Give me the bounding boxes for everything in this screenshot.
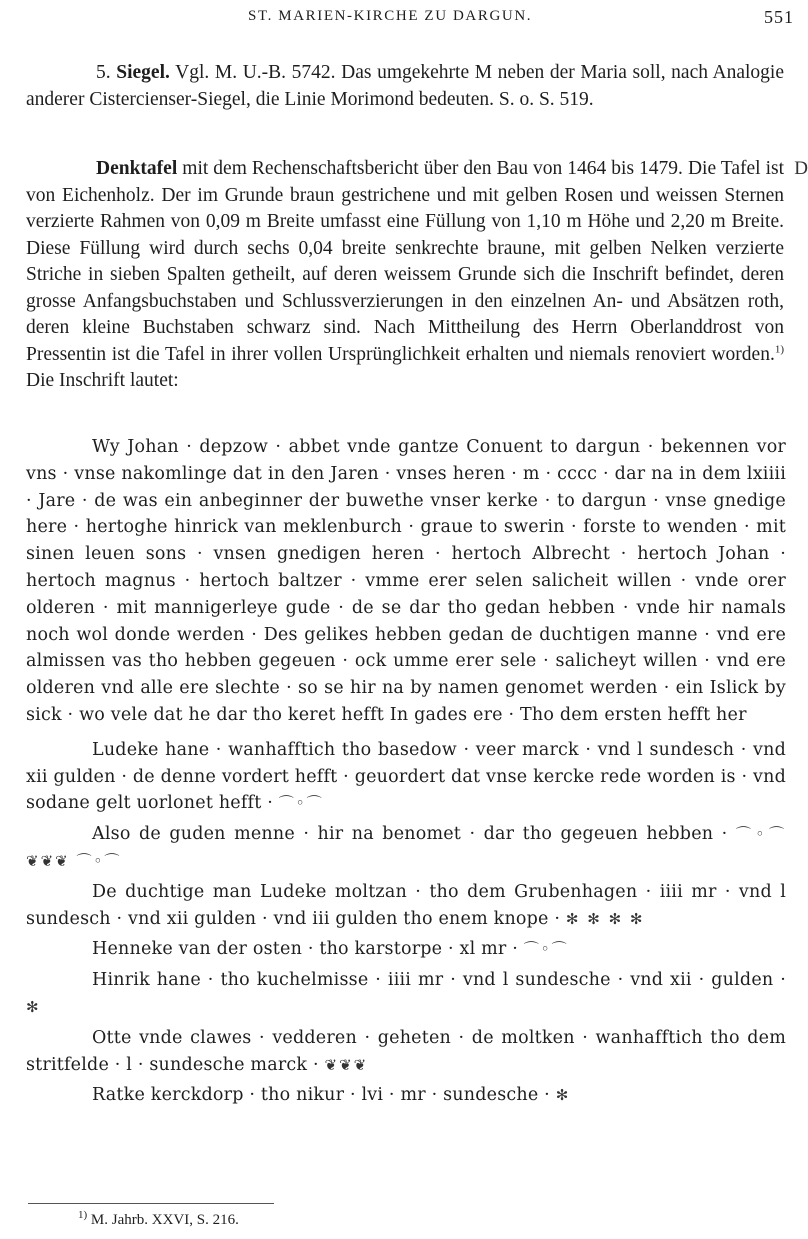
inscription-paragraph: Wy Johan · depzow · abbet vnde gantze Conuent to dargun · bekennen vor vns · vnse nakomlinge dat in den Jaren · vnses heren · m · cccc · dar na in dem lxiiii · Jare · de was ein anbeginner der buwethe vnser kerke · to dargun · vnse gnedige here · hertoghe hinrick van meklenburch · graue to swerin · forste to wenden · mit sinen leuen sons · vnsen gnedigen heren · hertoch Albrecht · hertoch Johan · hertoch magnus · hertoch baltzer · vmme erer selen salicheit willen · vnde orer olderen · mit mannigerleye gude · de se dar tho gedan hebben · vnde hir namals noch wol donde werden · Des gelikes hebben gedan de duchtigen manne · vnd ere almissen vas tho hebben gegeuen · ock umme erer sele · salicheyt willen · vnd ere olderen vnd alle ere slechte · so se hir na by namen genomet werden · ein Islick by sick · wo vele dat he dar tho keret hefft In gades ere · Tho dem ersten hefft her bbox=[26, 437, 786, 725]
siegel-number: 5. bbox=[96, 62, 111, 83]
inscription-paragraph: Otte vnde clawes · vedderen · geheten · de moltken · wanhafftich tho dem stritfelde · l · sundesche marck · ❦❦❦ bbox=[26, 1027, 786, 1075]
footnote-reference: 1) bbox=[774, 343, 784, 355]
page-number: 551 bbox=[764, 7, 794, 27]
denktafel-title: Denktafel bbox=[96, 158, 178, 179]
ornament-stars: ✻ ✻ ✻ ✻ bbox=[565, 909, 645, 928]
ornament-flourish: ❦❦❦ bbox=[324, 1055, 369, 1074]
siegel-title: Siegel. bbox=[116, 62, 170, 83]
denktafel-text-after: Die Inschrift lautet: bbox=[26, 370, 179, 391]
denktafel-paragraph bbox=[26, 156, 784, 395]
ornament-flourish: ⌒◦⌒ bbox=[523, 940, 569, 959]
margin-mark: D bbox=[794, 158, 808, 179]
ornament-flourish: ⌒◦⌒ ❦❦❦ ⌒◦⌒ bbox=[26, 825, 786, 870]
footnote-text: M. Jahrb. XXVI, S. 216. bbox=[90, 1212, 239, 1228]
siegel-paragraph bbox=[26, 60, 784, 113]
inscription-paragraph: Hinrik hane · tho kuchelmisse · iiii mr · vnd l sundesche · vnd xii · gulden · ✻ bbox=[26, 970, 786, 1016]
running-head: ST. MARIEN-KIRCHE ZU DARGUN. bbox=[248, 8, 533, 24]
inscription bbox=[26, 434, 786, 1113]
inscription-paragraph: Ludeke hane · wanhafftich tho basedow · veer marck · vnd l sundesch · vnd xii gulden · de denne vordert hefft · geuordert dat vnse kercke rede worden is · vnd sodane gelt uorlonet hefft · ⌒◦⌒ bbox=[26, 739, 786, 814]
inscription-paragraph: Ratke kerckdorp · tho nikur · lvi · mr · sundesche · ✻ bbox=[92, 1085, 571, 1106]
footnote-marker: 1) bbox=[78, 1209, 88, 1221]
page-header bbox=[0, 8, 808, 30]
ornament-star: ✻ bbox=[26, 997, 41, 1016]
siegel-text: Vgl. M. U.-B. 5742. Das umgekehrte M neben der Maria soll, nach Analogie anderer Cistercienser-Siegel, die Linie Morimond bedeuten. S. o. S. 519. bbox=[26, 62, 785, 110]
denktafel-text: mit dem Rechenschaftsbericht über den Bau von 1464 bis 1479. Die Tafel ist von Eichenholz. Der im Grunde braun gestrichene und mit gelben Rosen und weissen Sternen verzierte Rahmen von 0,09 m Breite umfasst eine Füllung von 1,10 m Höhe und 2,20 m Breite. Diese Füllung wird durch sechs 0,04 breite senkrechte braune, mit gelben Nelken verzierte Striche in sieben Spalten getheilt, auf deren weissem Grunde sich die Inschrift befindet, deren grosse Anfangsbuchstaben und Schlussverzierungen in den einzelnen An- und Absätzen roth, deren kleine Buchstaben schwarz sind. Nach Mittheilung des Herrn Oberlanddrost von Pressentin ist die Tafel in ihrer vollen Ursprünglichkeit erhalten und niemals renoviert worden. bbox=[26, 158, 784, 365]
inscription-paragraph: Henneke van der osten · tho karstorpe · xl mr · ⌒◦⌒ bbox=[92, 939, 569, 960]
ornament-star: ✻ bbox=[555, 1086, 571, 1105]
inscription-paragraph: De duchtige man Ludeke moltzan · tho dem Grubenhagen · iiii mr · vnd l sundesch · vnd xii gulden · vnd iii gulden tho enem knope · ✻ ✻ ✻ ✻ bbox=[26, 881, 786, 929]
ornament-flourish: ⌒◦⌒ bbox=[278, 794, 324, 813]
footnote bbox=[78, 1209, 239, 1229]
footnote-rule bbox=[28, 1203, 274, 1204]
inscription-paragraph: Also de guden menne · hir na benomet · dar tho gegeuen hebben · ⌒◦⌒ ❦❦❦ ⌒◦⌒ bbox=[26, 824, 786, 870]
